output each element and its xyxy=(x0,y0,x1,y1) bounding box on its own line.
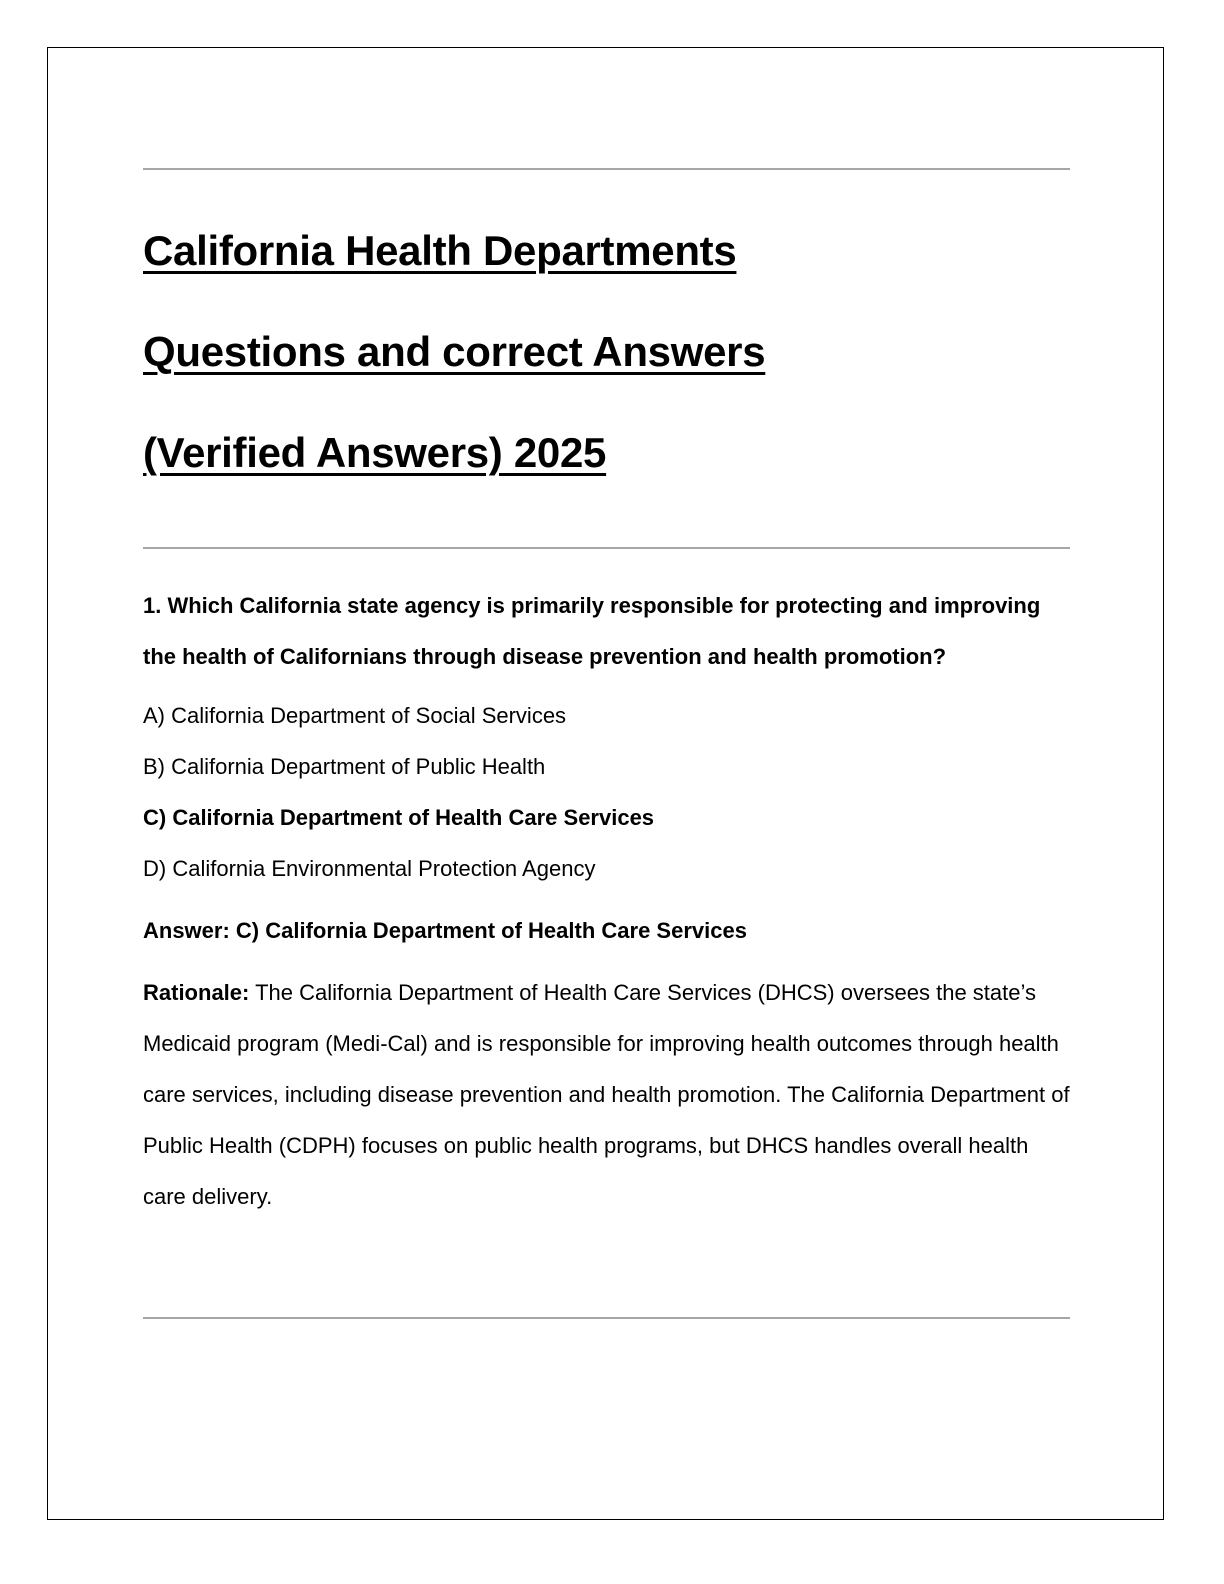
option-c: C) California Department of Health Care Services xyxy=(143,805,655,830)
option-b: B) California Department of Public Health xyxy=(143,754,546,779)
options-list xyxy=(143,690,1073,894)
option-a: A) California Department of Social Services xyxy=(143,703,567,728)
middle-divider xyxy=(143,547,1070,549)
top-divider xyxy=(143,168,1070,170)
bottom-divider xyxy=(143,1317,1070,1319)
question-block xyxy=(143,580,1073,1222)
rationale-text: The California Department of Health Care Services (DHCS) oversees the state’s Medicaid program (Medi-Cal) and is responsible for improving health outcomes through health care services, including disease prevention and health promotion. The California Department of Public Health (CDPH) focuses on public health programs, but DHCS handles overall health care delivery. xyxy=(143,980,1070,1209)
answer-line: Answer: C) California Department of Health Care Services xyxy=(143,918,747,943)
rationale-label: Rationale: xyxy=(143,980,250,1005)
rationale xyxy=(143,967,1073,1222)
title-line-1: California Health Departments xyxy=(143,227,737,274)
title-line-3: (Verified Answers) 2025 xyxy=(143,429,607,476)
question-text: 1. Which California state agency is primarily responsible for protecting and improving the health of Californians through disease prevention and health promotion? xyxy=(143,593,1041,669)
option-d: D) California Environmental Protection Agency xyxy=(143,856,596,881)
document-title xyxy=(143,200,1073,503)
title-line-2: Questions and correct Answers xyxy=(143,328,766,375)
